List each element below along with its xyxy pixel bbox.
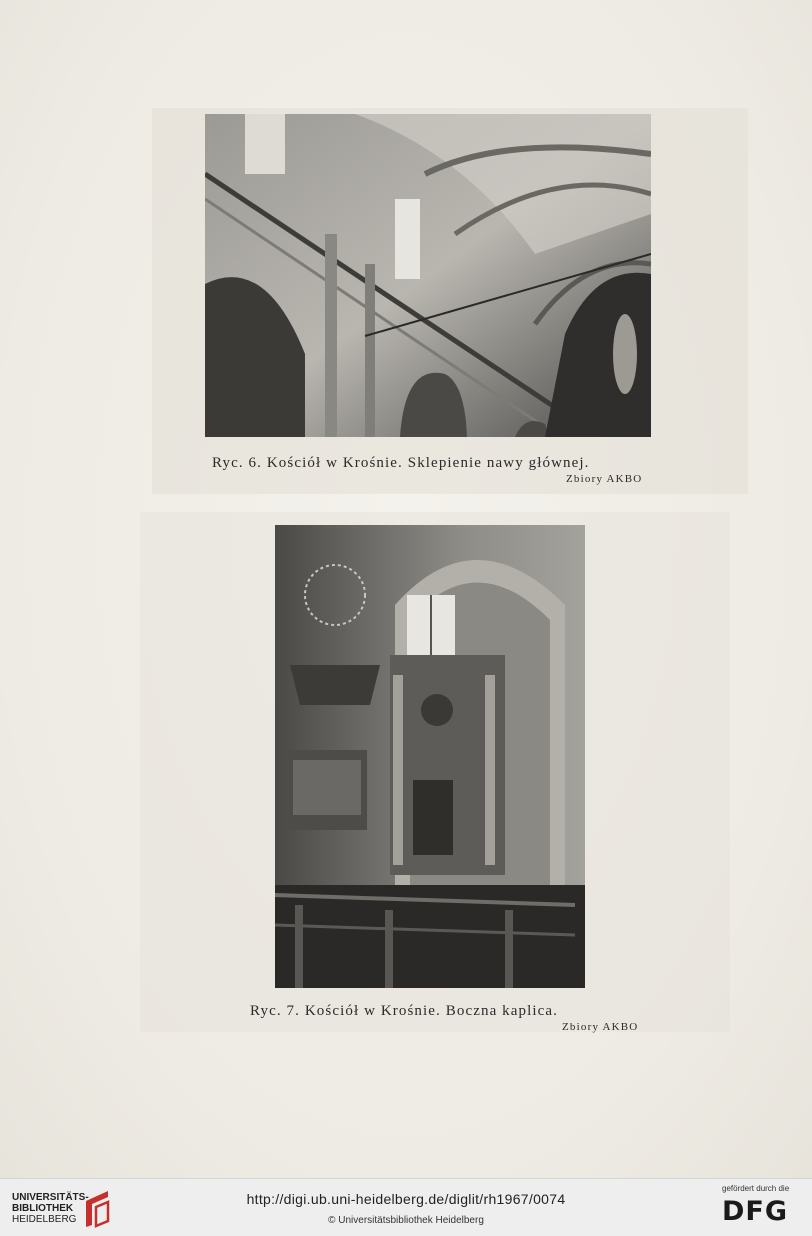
copyright-text: © Universitätsbibliothek Heidelberg: [328, 1215, 484, 1226]
photo-nave-vault: [205, 114, 651, 437]
footer-bar: [0, 1178, 812, 1236]
figure-6-credit: Zbiory AKBO: [566, 473, 643, 485]
funding-note: gefördert durch die: [722, 1184, 790, 1193]
figure-7-caption: Ryc. 7. Kościół w Krośnie. Boczna kaplica.: [250, 1003, 559, 1019]
dfg-logo: DFG: [722, 1196, 789, 1227]
figure-7-credit: Zbiory AKBO: [562, 1021, 639, 1033]
document-url-link[interactable]: http://digi.ub.uni-heidelberg.de/diglit/rh1967/0074: [246, 1191, 566, 1207]
photo-side-chapel: [275, 525, 585, 988]
university-line: BIBLIOTHEK: [12, 1203, 74, 1214]
figure-6-caption: Ryc. 6. Kościół w Krośnie. Sklepienie nawy głównej.: [212, 455, 590, 471]
university-line: UNIVERSITÄTS-: [12, 1192, 89, 1203]
university-line: HEIDELBERG: [12, 1214, 77, 1225]
